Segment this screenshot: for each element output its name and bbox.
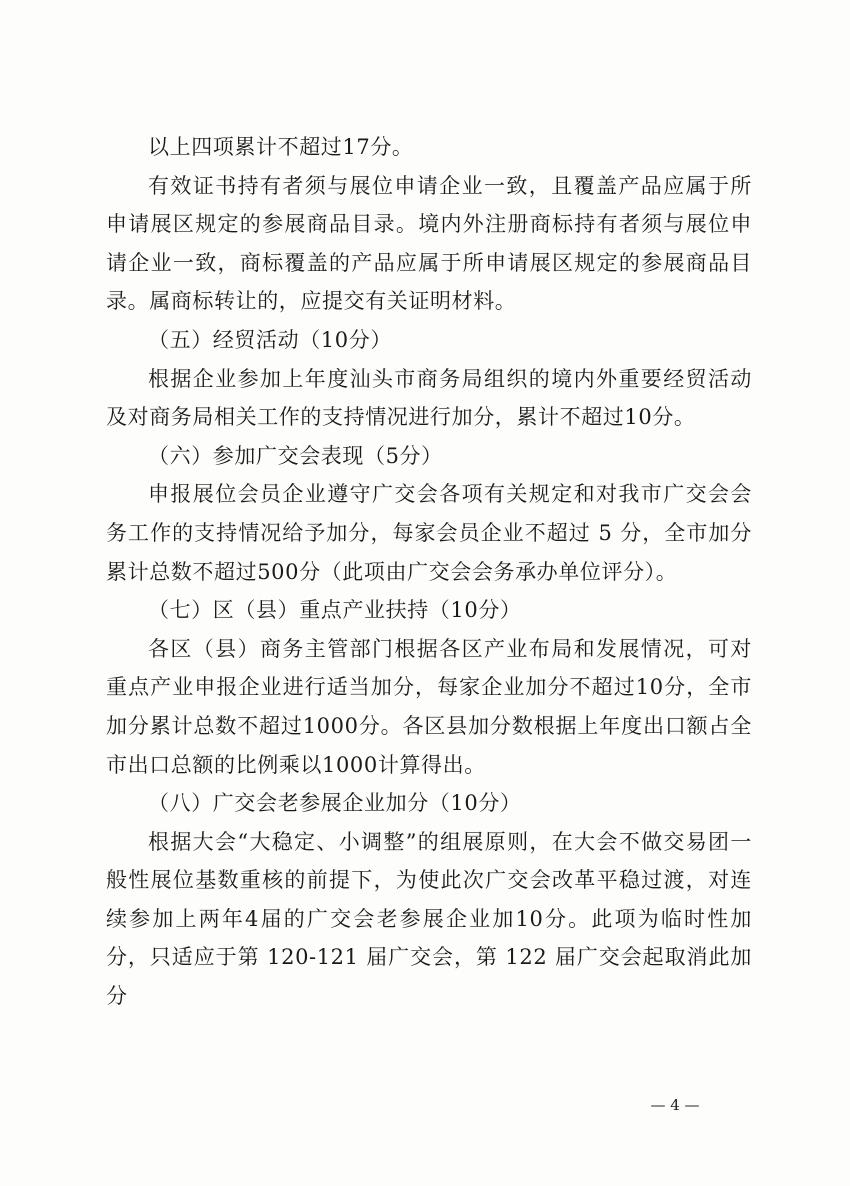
paragraph-veteran-exhibitor-bonus: 根据大会“大稳定、小调整”的组展原则，在大会不做交易团一般性展位基数重核的前提下，为使此次广交会改革平稳过渡，对连续参加上两年4届的广交会老参展企业加10分。此项为临时性加分，只适应于第 120-121 届广交会，第 122 届广交会起取消此加分 xyxy=(106,829,752,1009)
section-heading-trade-activities: （五）经贸活动（10分） xyxy=(148,327,392,352)
section-heading-district-industry-support: （七）区（县）重点产业扶持（10分） xyxy=(148,598,522,623)
paragraph-total-limit: 以上四项累计不超过17分。 xyxy=(148,135,414,159)
section-heading-canton-fair-performance: （六）参加广交会表现（5分） xyxy=(148,443,443,468)
paragraph-trade-activities: 根据企业参加上年度汕头市商务局组织的境内外重要经贸活动及对商务局相关工作的支持情况进行加分，累计不超过10分。 xyxy=(106,366,752,430)
page-number: — 4 — xyxy=(650,1096,700,1114)
paragraph-district-industry-support: 各区（县）商务主管部门根据各区产业布局和发展情况，可对重点产业申报企业进行适当加分，每家企业加分不超过10分，全市加分累计总数不超过1000分。各区县加分数根据上年度出口额占全市出口总额的比例乘以1000计算得出。 xyxy=(106,636,752,777)
paragraph-certificate-rules: 有效证书持有者须与展位申请企业一致，且覆盖产品应属于所申请展区规定的参展商品目录。境内外注册商标持有者须与展位申请企业一致，商标覆盖的产品应属于所申请展区规定的参展商品目录。属商标转让的，应提交有关证明材料。 xyxy=(106,173,752,314)
paragraph-canton-fair-performance: 申报展位会员企业遵守广交会各项有关规定和对我市广交会会务工作的支持情况给予加分，每家会员企业不超过 5 分，全市加分累计总数不超过500分（此项由广交会会务承办单位评分）。 xyxy=(106,482,752,584)
document-body xyxy=(106,128,752,1016)
section-heading-veteran-exhibitor-bonus: （八）广交会老参展企业加分（10分） xyxy=(148,791,522,816)
